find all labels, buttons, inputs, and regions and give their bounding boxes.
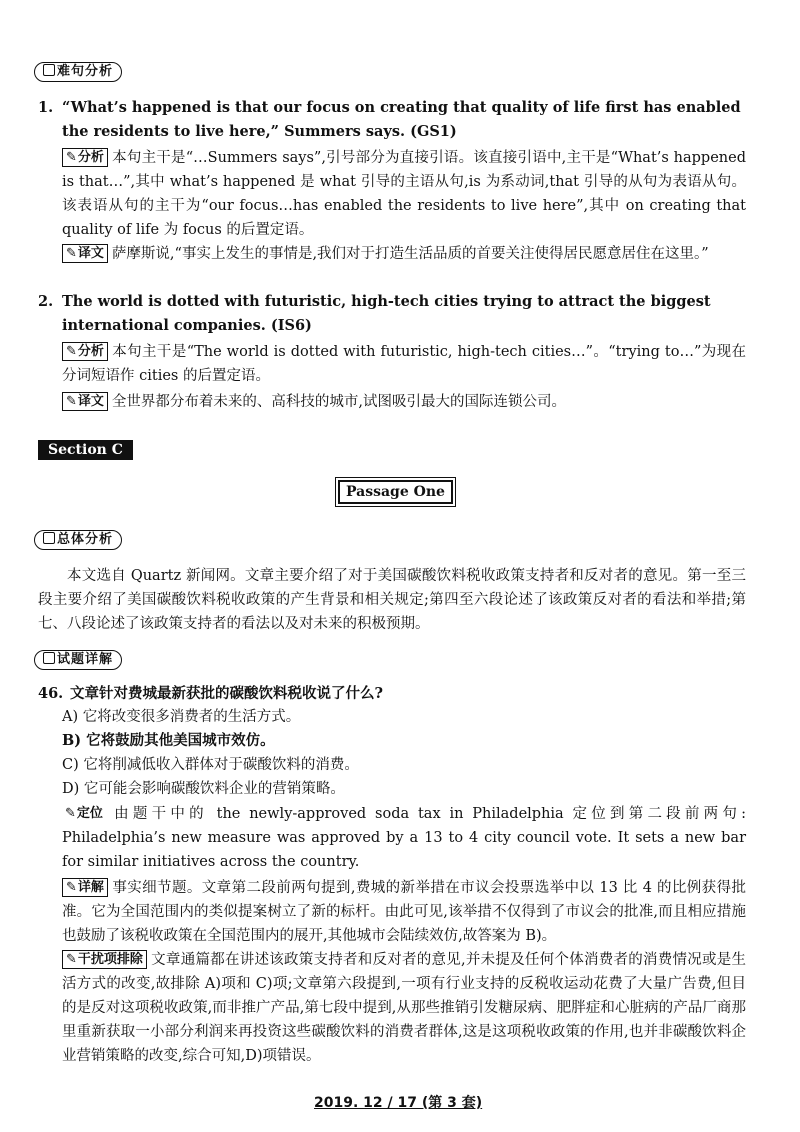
pen-icon: ✎	[65, 806, 76, 821]
q2-analysis: ✎分析 本句主干是“The world is dotted with futuristic, high-tech cities…”。“trying to…”为现在分词短语作 cities 的后置定语。	[62, 344, 746, 384]
option-a: A) 它将改变很多消费者的生活方式。	[62, 709, 301, 725]
book-icon	[43, 652, 55, 664]
locate-tag: ✎定位	[65, 806, 103, 821]
q46-distractor: ✎干扰项排除 文章通篇都在讲述该政策支持者和反对者的意见,并未提及任何个体消费者的消费情况或是生活方式的改变,故排除 A)项和 C)项;文章第六段提到,一项有行业支持的反税收运动花费了大量广告费,但目的是反对这项税收政策,而非推广产品,第七段中提到,从那些推销引发糖尿病、肥胖症和心脏病的产品厂商那里重新获取一小部分利润来再投资这些碳酸饮料的消费者群体,这是这项税收政策的作用,也并非碳酸饮料企业营销策略的改变,综合可知,D)项错误。	[62, 952, 746, 1064]
question-number: 46.	[38, 685, 64, 702]
q1-translation: ✎译文 萨摩斯说,“事实上发生的事情是,我们对于打造生活品质的首要关注使得居民愿意居住在这里。”	[62, 242, 746, 266]
question-text: The world is dotted with futuristic, high-tech cities trying to attract the biggest international companies. (IS6)	[62, 293, 711, 334]
section-label: Section C	[38, 440, 133, 460]
question-stem: 文章针对费城最新获批的碳酸饮料税收说了什么?	[70, 685, 383, 702]
book-icon	[43, 64, 55, 76]
pen-icon: ✎	[66, 952, 77, 967]
question-text: “What’s happened is that our focus on creating that quality of life first has enabled the residents to live here,” Summers says. (GS1)	[62, 99, 741, 140]
header-question-explain: 试题详解	[34, 650, 122, 670]
q46-detail: ✎详解 事实细节题。文章第二段前两句提到,费城的新举措在市议会投票选举中以 13 比 4 的比例获得批准。它为全国范围内的类似提案树立了新的标杆。由此可见,该举措不仅得到了市议会的批准,而且相应措施也鼓励了该税收政策在全国范围内的展开,其他城市会陆续效仿,故答案为 B)。	[62, 880, 746, 944]
q1-analysis: ✎分析 本句主干是“…Summers says”,引号部分为直接引语。该直接引语中,主干是“What’s happened is that…”,其中 what’s happened 是 what 引导的主语从句,is 为系动词,that 引导的从句为表语从句。该表语从句的主干为“our focus…has enabled the residents to live here”,其中 on creating that quality of life 为 focus 的后置定语。	[62, 150, 746, 238]
pen-icon: ✎	[66, 150, 77, 165]
pen-icon: ✎	[66, 880, 77, 895]
option-d: D) 它可能会影响碳酸饮料企业的营销策略。	[62, 781, 345, 797]
translation-tag: ✎译文	[62, 244, 108, 263]
overview-text: 本文选自 Quartz 新闻网。文章主要介绍了对于美国碳酸饮料税收政策支持者和反对者的意见。第一至三段主要介绍了美国碳酸饮料税收政策的产生背景和相关规定;第四至六段论述了该政策反对者的看法和举措;第七、八段论述了该政策支持者的看法以及对未来的积极预期。	[38, 568, 746, 632]
option-c: C) 它将削减低收入群体对于碳酸饮料的消费。	[62, 757, 359, 773]
analysis-tag: ✎分析	[62, 342, 108, 361]
header-overview: 总体分析	[34, 530, 122, 550]
page-footer: 2019. 12 / 17 (第 3 套)	[314, 1095, 483, 1111]
question-number: 1.	[38, 99, 54, 116]
detail-tag: ✎详解	[62, 878, 108, 897]
question-46	[38, 682, 758, 706]
option-b: B) 它将鼓励其他美国城市效仿。	[62, 732, 275, 749]
q2-translation: ✎译文 全世界都分布着未来的、高科技的城市,试图吸引最大的国际连锁公司。	[62, 390, 746, 414]
analysis-tag: ✎分析	[62, 148, 108, 167]
pen-icon: ✎	[66, 344, 77, 359]
translation-tag: ✎译文	[62, 392, 108, 411]
pen-icon: ✎	[66, 394, 77, 409]
question-number: 2.	[38, 293, 54, 310]
distractor-tag: ✎干扰项排除	[62, 950, 147, 969]
question-2	[38, 290, 758, 338]
q46-locate: ✎定位 由题干中的 the newly-approved soda tax in Philadelphia 定位到第二段前两句: Philadelphia’s new measure was approved by a 13 to 4 city council vote. It sets a new bar for similar initiatives across the country.	[62, 806, 746, 870]
question-1	[38, 96, 758, 144]
triangle-icon	[43, 532, 55, 544]
header-difficult-sentences: 难句分析	[34, 62, 122, 82]
passage-label: Passage One	[338, 480, 453, 504]
pen-icon: ✎	[66, 246, 77, 261]
